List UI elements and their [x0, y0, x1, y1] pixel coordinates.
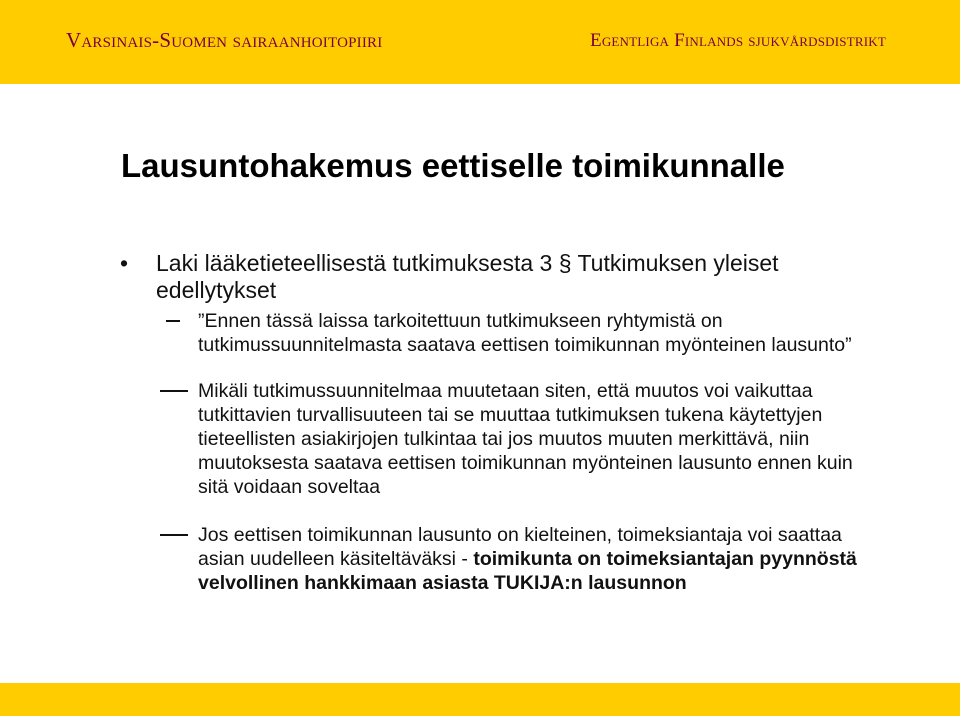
- header-band: [0, 0, 960, 84]
- organization-name-swedish: Egentliga Finlands sjukvårdsdistrikt: [590, 30, 886, 51]
- sub-item-text: Mikäli tutkimussuunnitelmaa muutetaan siten, että muutos voi vaikuttaa tutkittavien turvallisuuteen tai se muuttaa tutkimuksen tukena käytettyjen tieteellisten asiakirjojen tulkintaa tai jos muutos muuten merkittävä, niin muutoksesta saatava eettisen toimikunnan myönteinen lausunto ennen kuin sitä voidaan soveltaa: [198, 380, 853, 498]
- slide-title: Lausuntohakemus eettiselle toimikunnalle: [121, 147, 785, 184]
- organization-name-finnish: Varsinais-Suomen sairaanhoitopiiri: [66, 28, 383, 52]
- dash-marker: [160, 390, 188, 392]
- bullet-marker: •: [120, 250, 129, 276]
- dash-marker: [166, 320, 180, 322]
- sub-item-text-bold: toimikunta on toimeksiantajan pyynnöstä velvollinen hankkimaan asiasta TUKIJA:n lausunnon: [198, 548, 857, 594]
- sub-item-text-normal: Jos eettisen toimikunnan lausunto on kielteinen, toimeksiantaja voi saattaa asian uudelleen käsiteltäväksi -: [198, 524, 842, 570]
- main-bullet-text: Laki lääketieteellisestä tutkimuksesta 3 § Tutkimuksen yleiset edellytykset: [156, 250, 779, 303]
- sub-item-text: ”Ennen tässä laissa tarkoitettuun tutkimukseen ryhtymistä on tutkimussuunnitelmasta saatava eettisen toimikunnan myönteinen lausunto”: [198, 310, 852, 356]
- footer-band: [0, 683, 960, 716]
- dash-marker: [160, 534, 188, 536]
- sub-item-text: [198, 523, 888, 595]
